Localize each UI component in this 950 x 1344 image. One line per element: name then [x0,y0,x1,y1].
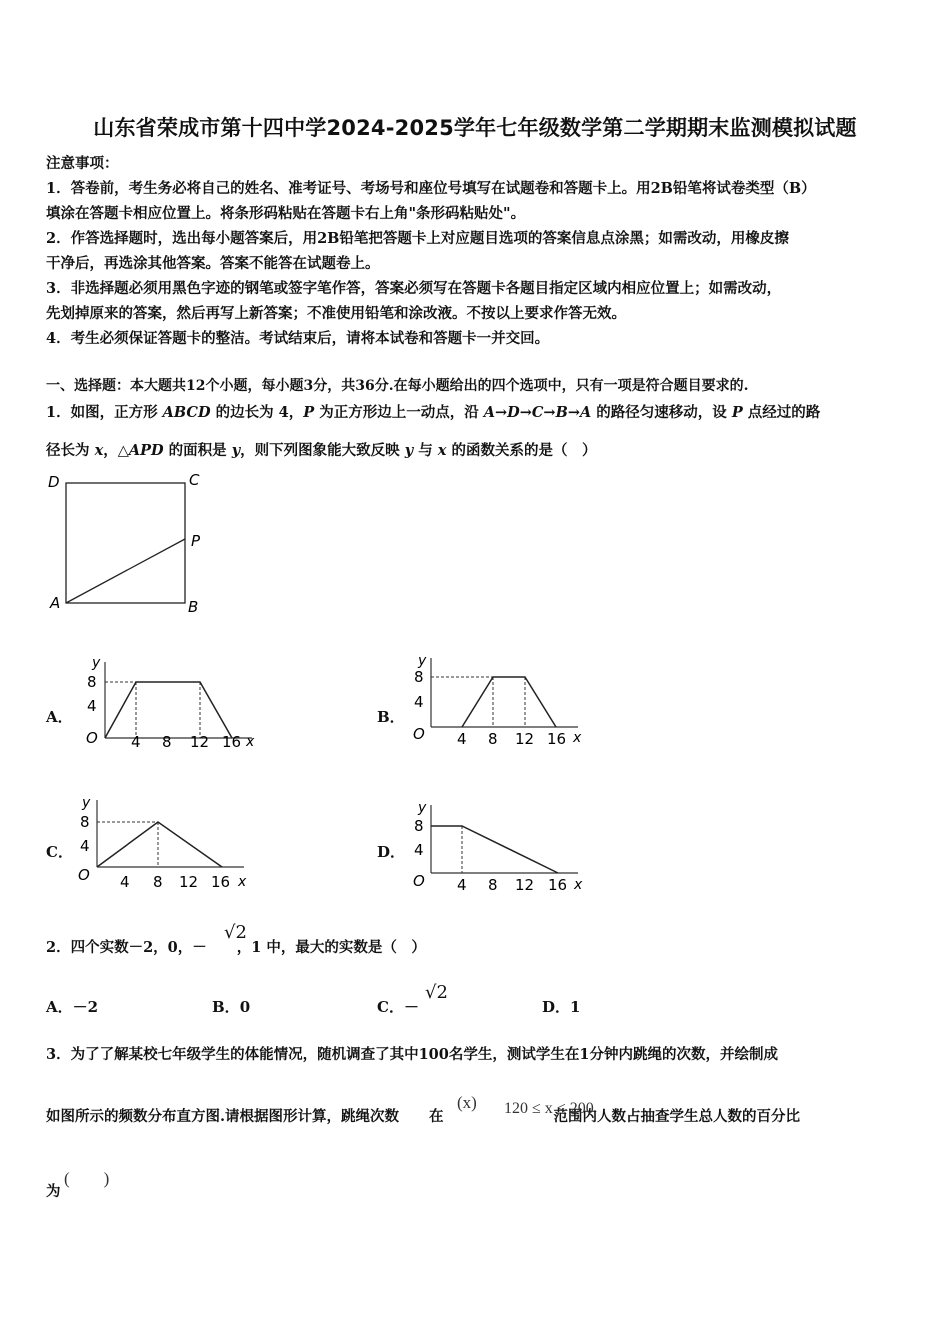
q1-text: 的边长为 4， [210,404,304,421]
q3-variable: (x) [457,1093,477,1112]
label-d: D [48,473,60,491]
q3-text: 范围内人数占抽查学生总人数的百分比 [553,1108,801,1125]
y-label: y [418,653,427,669]
q1-var: y [404,442,414,459]
y-tick: 8 [87,673,97,691]
notes-line-2: 填涂在答题卡相应位置上。将条形码粘贴在答题卡右上角"条形码粘贴处"。 [46,205,526,222]
q3-answer-paren: ( ) [64,1169,110,1188]
q1-var: x [437,442,447,459]
x-tick: 4 [120,873,130,891]
q3-text: 为了了解某校七年级学生的体能情况，随机调查了其中100名学生，测试学生在1分钟内跳绳的次数，并绘制成 [70,1046,778,1063]
y-label: y [82,795,91,811]
y-label: y [92,655,101,671]
x-tick: 8 [488,876,498,894]
function-line [105,682,232,738]
x-tick: 16 [548,876,568,894]
q2-text: 四个实数－2，0，－ [70,939,207,956]
q1-option-a-graph [72,650,272,755]
label-b: B [188,598,199,616]
y-tick: 4 [414,693,424,711]
q2-option-c[interactable] [377,996,419,1017]
q3-line-2 [46,1105,800,1126]
y-tick: 4 [80,837,90,855]
q1-path: A→D→C→B→A [483,404,592,421]
y-tick: 8 [80,813,90,831]
q1-option-d-letter[interactable]: D． [377,843,406,861]
q1-var: P [731,404,743,421]
q1-option-b-graph [398,650,598,755]
q2-option-d[interactable] [542,996,580,1017]
x-tick: 12 [515,876,535,894]
function-line [431,826,558,873]
q1-text: 的面积是 [163,442,232,459]
x-tick: 12 [179,873,199,891]
q1-text: 与 [413,442,438,459]
origin-label: O [413,725,425,743]
q2-option-b[interactable] [212,996,250,1017]
q1-option-d-graph [398,795,598,900]
x-tick: 4 [457,730,467,748]
label-p: P [191,532,201,550]
q1-var: ABCD [162,404,211,421]
x-tick: 8 [153,873,163,891]
q3-line-1 [46,1043,778,1064]
q1-text: 如图，正方形 [70,404,163,421]
origin-label: O [78,866,90,884]
option-text: － [403,998,419,1016]
q1-text: 为正方形边上一动点，沿 [314,404,484,421]
section-heading: 一、选择题：本大题共12个小题，每小题3分，共36分.在每小题给出的四个选项中，只有一项是符合题目要求的. [46,378,749,394]
q1-var: APD [128,442,164,459]
origin-label: O [86,729,98,747]
q1-line-1 [46,401,820,422]
x-label: x [238,874,247,890]
q2-option-a[interactable] [46,996,98,1017]
x-tick: 16 [222,733,242,751]
y-label: y [418,800,427,816]
notes-line-4: 干净后，再选涂其他答案。答案不能答在试题卷上。 [46,255,380,272]
x-tick: 8 [488,730,498,748]
notes-heading: 注意事项： [46,155,119,172]
y-tick: 8 [414,817,424,835]
notes-line-1: 1．答卷前，考生务必将自己的姓名、准考证号、考场号和座位号填写在试题卷和答题卡上。用2B铅笔将试卷类型（B） [46,180,816,197]
y-tick: 4 [87,697,97,715]
option-letter: B． [212,998,240,1016]
y-tick: 8 [414,668,424,686]
q1-var: x [94,442,104,459]
option-text: 1 [570,998,581,1016]
q1-text: ，△ [103,442,129,459]
q1-option-a-letter[interactable]: A． [46,708,73,726]
q1-text: 的函数关系的是（ ） [446,442,597,459]
q1-var: P [303,404,315,421]
x-label: x [573,730,582,746]
notes-line-7: 4．考生必须保证答题卡的整洁。考试结束后，请将本试卷和答题卡一并交回。 [46,330,550,347]
x-tick: 4 [131,733,141,751]
x-tick: 16 [547,730,567,748]
q1-text: 点经过的路 [742,404,821,421]
x-label: x [574,877,583,893]
square-figure [40,465,220,625]
q1-text: 的路径匀速移动，设 [591,404,732,421]
notes-line-5: 3．非选择题必须用黑色字迹的钢笔或签字笔作答，答案必须写在答题卡各题目指定区域内相应位置上；如需改动， [46,280,782,297]
notes-line-6: 先划掉原来的答案，然后再写上新答案；不准使用铅笔和涂改液。不按以上要求作答无效。 [46,305,626,322]
q3-number: 3． [46,1046,71,1063]
origin-label: O [413,872,425,890]
q1-number: 1． [46,404,71,421]
option-text: －2 [72,998,99,1016]
q2-text: ，1 中，最大的实数是（ ） [236,939,426,956]
q1-text: 径长为 [46,442,95,459]
label-c: C [189,471,200,489]
q3-text: 如图所示的频数分布直方图.请根据图形计算，跳绳次数 [46,1108,400,1125]
q1-option-c-letter[interactable]: C． [46,843,73,861]
q3-range: 120 ≤ x < 200 [504,1100,594,1117]
q2-option-c-sqrt: √2 [425,982,448,1003]
option-text: 0 [239,998,251,1016]
option-letter: C． [377,998,404,1016]
q2-sqrt-two: √2 [224,922,247,943]
q3-text: 在 [429,1108,444,1125]
function-line [462,677,556,727]
x-tick: 4 [457,876,467,894]
q1-line-2 [46,439,596,460]
x-label: x [246,734,255,750]
notes-line-3: 2．作答选择题时，选出每小题答案后，用2B铅笔把答题卡上对应题目选项的答案信息点涂黑；如需改动，用橡皮擦 [46,230,789,247]
q1-text: ，则下列图象能大致反映 [240,442,405,459]
q1-option-c-graph [72,790,272,895]
x-tick: 8 [162,733,172,751]
function-line [97,822,222,867]
q2-number: 2． [46,939,71,956]
q1-var: y [231,442,241,459]
segment-ap [66,539,185,603]
label-a: A [50,594,61,612]
option-letter: A． [46,998,73,1016]
q3-line-3: 为 [46,1183,61,1200]
q1-option-b-letter[interactable]: B． [377,708,405,726]
x-tick: 16 [211,873,231,891]
page-title: 山东省荣成市第十四中学2024-2025学年七年级数学第二学期期末监测模拟试题 [93,116,857,140]
x-tick: 12 [515,730,535,748]
x-tick: 12 [190,733,210,751]
square-abcd [66,483,185,603]
y-tick: 4 [414,841,424,859]
option-letter: D． [542,998,571,1016]
